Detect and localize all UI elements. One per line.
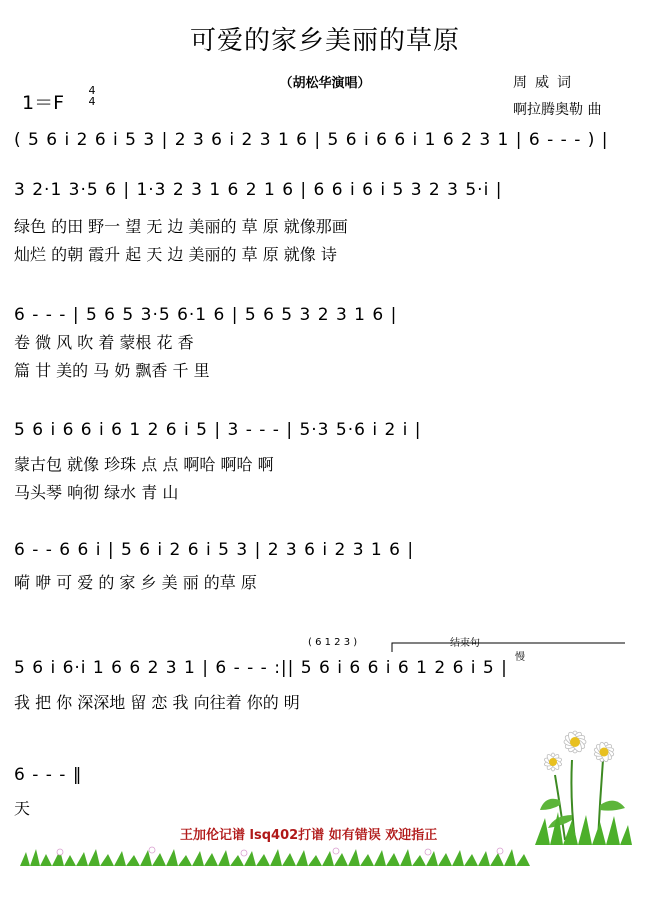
lyricist-credit: 周威词	[513, 75, 579, 91]
notation-row-6: 5 6 i 6·i 1 6 6 2 3 1 | 6 - - - :|| 5 6 i 6 6 i 6 1 2 6 i 5 |	[14, 658, 508, 678]
grass-border-icon	[20, 847, 530, 866]
time-signature-bottom: 4	[88, 95, 96, 108]
lyric-line-3a: 卷 微 风 吹 着 蒙根 花 香	[14, 333, 194, 352]
notation-row-3: 6 - - - | 5 6 5 3·5 6·1 6 | 5 6 5 3 2 3 1 6 |	[14, 305, 398, 325]
transcriber-credit: 王加伦记谱 lsq402打谱 如有错误 欢迎指正	[180, 828, 438, 843]
key-signature: 1＝F	[22, 92, 65, 114]
notation-row-5: 6 - - 6 6 i | 5 6 i 2 6 i 5 3 | 2 3 6 i 2 3 1 6 |	[14, 540, 415, 560]
song-title: 可爱的家乡美丽的草原	[189, 26, 460, 56]
lyric-line-2a: 绿色 的田 野一 望 无 边 美丽的 草 原 就像那画	[14, 217, 348, 236]
lyric-line-2b: 灿烂 的朝 霞升 起 天 边 美丽的 草 原 就像 诗	[14, 245, 337, 264]
ending-intro-notes: ( 6 1 2 3 )	[308, 637, 358, 648]
lyric-line-5a: 嗬 咿 可 爱 的 家 乡 美 丽 的草 原	[14, 573, 257, 592]
ending-bracket	[392, 643, 625, 652]
daisy-flowers-icon	[535, 730, 632, 845]
tempo-slow-label: 慢	[515, 652, 525, 663]
lyric-line-3b: 篇 甘 美的 马 奶 飘香 千 里	[14, 361, 210, 380]
lyric-line-6a: 我 把 你 深深地 留 恋 我 向往着 你的 明	[14, 693, 300, 712]
time-signature-top: 4	[88, 84, 96, 97]
singer-credit: （胡松华演唱）	[279, 76, 371, 91]
composer-credit: 啊拉腾奥勒 曲	[513, 102, 602, 118]
notation-row-4: 5 6 i 6 6 i 6 1 2 6 i 5 | 3 - - - | 5·3 5·6 i 2 i |	[14, 420, 422, 440]
notation-row-2: 3 2·1 3·5 6 | 1·3 2 3 1 6 2 1 6 | 6 6 i 6 i 5 3 2 3 5·i |	[14, 180, 503, 200]
lyric-line-7a: 天	[14, 799, 31, 818]
notation-row-1: ( 5 6 i 2 6 i 5 3 | 2 3 6 i 2 3 1 6 | 5 6 i 6 6 i 1 6 2 3 1 | 6 - - - ) |	[14, 130, 609, 150]
lyric-line-4b: 马头琴 响彻 绿水 青 山	[14, 483, 179, 502]
ending-section-label: 结束句	[450, 638, 480, 649]
lyric-line-4a: 蒙古包 就像 珍珠 点 点 啊哈 啊哈 啊	[14, 455, 274, 474]
notation-row-7: 6 - - - ‖	[14, 765, 83, 785]
